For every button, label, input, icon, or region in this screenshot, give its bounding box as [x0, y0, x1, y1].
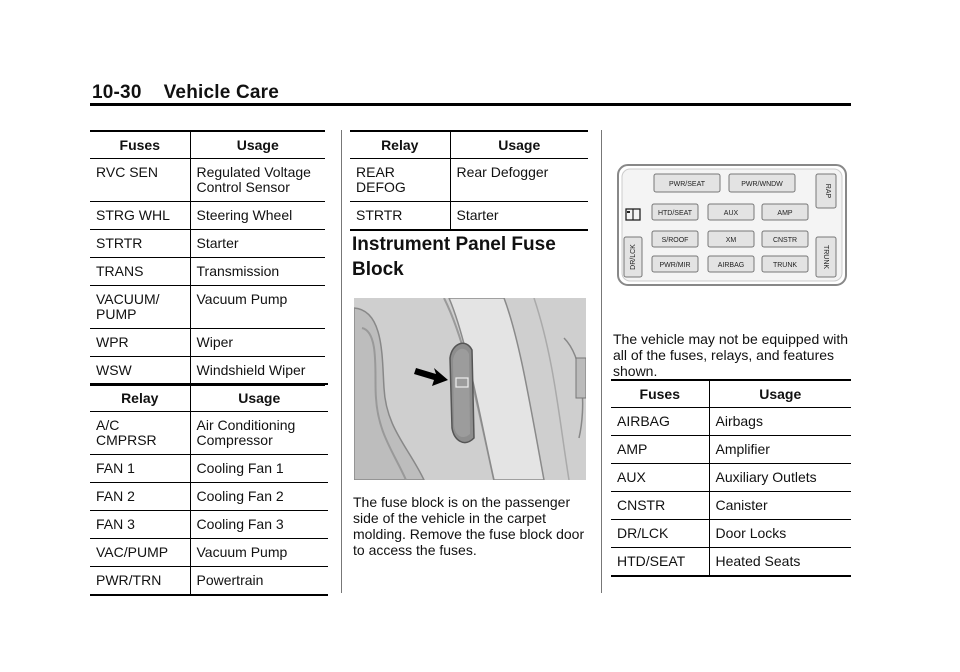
table-row: [611, 436, 851, 464]
col-header: Fuses: [611, 380, 709, 408]
fuse-name: HTD/SEAT: [611, 548, 709, 577]
location-description: The fuse block is on the passenger side of the vehicle in the carpet molding. Remove the fuse block door to access the fuses.: [353, 494, 585, 558]
table-row: [611, 464, 851, 492]
col-header: Relay: [350, 131, 450, 159]
fuses-table-1: [90, 130, 325, 386]
label-dr-lck: DR/LCK: [630, 244, 637, 270]
label-aux: AUX: [723, 210, 739, 217]
relay-usage: Cooling Fan 2: [190, 483, 328, 511]
label-pwr-wndw: PWR/WNDW: [741, 181, 783, 188]
section-heading: Instrument Panel Fuse Block: [352, 234, 556, 280]
relay-name: REAR DEFOG: [350, 159, 450, 202]
table-row: [90, 455, 328, 483]
fuse-usage: Wiper: [190, 329, 325, 357]
col-header: Usage: [190, 131, 325, 159]
fuse-block-location-illustration: [354, 298, 586, 480]
table-row: [90, 286, 325, 329]
fuse-name: STRG WHL: [90, 202, 190, 230]
fuse-name: AMP: [611, 436, 709, 464]
table-row: [90, 412, 328, 455]
table-row: [90, 258, 325, 286]
col-header: Usage: [709, 380, 851, 408]
relay-table-1: [90, 383, 328, 596]
relay-name: PWR/TRN: [90, 567, 190, 596]
header-rule: [90, 103, 851, 106]
fuse-name: STRTR: [90, 230, 190, 258]
label-pwr-mir: PWR/MIR: [659, 262, 691, 269]
relay-table-2: [350, 130, 588, 231]
table-row: [611, 548, 851, 577]
table-row: [90, 539, 328, 567]
fuse-usage: Vacuum Pump: [190, 286, 325, 329]
relay-name: FAN 3: [90, 511, 190, 539]
col-header: Usage: [190, 384, 328, 412]
relay-usage: Cooling Fan 1: [190, 455, 328, 483]
relay-name: A/C CMPRSR: [90, 412, 190, 455]
table-row: [90, 329, 325, 357]
label-htd-seat: HTD/SEAT: [657, 210, 693, 217]
relay-usage: Air Conditioning Compressor: [190, 412, 328, 455]
table-row: [90, 511, 328, 539]
table-row: [90, 567, 328, 596]
table-row: [90, 357, 325, 386]
fuse-usage: Regulated Voltage Control Sensor: [190, 159, 325, 202]
label-amp: AMP: [777, 210, 793, 217]
col-header: Relay: [90, 384, 190, 412]
page-number: 10-30: [92, 82, 142, 103]
fuse-name: TRANS: [90, 258, 190, 286]
fuse-usage: Airbags: [709, 408, 851, 436]
fuse-usage: Door Locks: [709, 520, 851, 548]
label-cnstr: CNSTR: [772, 237, 798, 244]
fuse-name: WPR: [90, 329, 190, 357]
table-row: [611, 520, 851, 548]
fuse-name: RVC SEN: [90, 159, 190, 202]
fuse-usage: Amplifier: [709, 436, 851, 464]
fuse-usage: Steering Wheel: [190, 202, 325, 230]
label-rap: RAP: [824, 183, 831, 199]
label-s-roof: S/ROOF: [661, 237, 689, 244]
table-row: [90, 483, 328, 511]
relay-usage: Vacuum Pump: [190, 539, 328, 567]
relay-name: STRTR: [350, 202, 450, 231]
relay-usage: Powertrain: [190, 567, 328, 596]
label-pwr-seat: PWR/SEAT: [668, 181, 706, 188]
fuse-usage: Transmission: [190, 258, 325, 286]
label-xm: XM: [725, 237, 737, 244]
label-trunk-fuse: TRUNK: [772, 262, 798, 269]
fuse-usage: Windshield Wiper: [190, 357, 325, 386]
fuses-table-2: [611, 379, 851, 577]
col-header: Fuses: [90, 131, 190, 159]
col-header: Usage: [450, 131, 588, 159]
table-row: [611, 408, 851, 436]
table-row: [90, 159, 325, 202]
section-title: Vehicle Care: [163, 82, 280, 103]
table-row: [90, 230, 325, 258]
fuse-usage: Heated Seats: [709, 548, 851, 577]
label-airbag: AIRBAG: [717, 262, 745, 269]
column-divider-2: [601, 130, 602, 593]
relay-usage: Cooling Fan 3: [190, 511, 328, 539]
fuse-usage: Starter: [190, 230, 325, 258]
fuse-block-location-svg: [354, 298, 586, 480]
equipment-note: The vehicle may not be equipped with all of the fuses, relays, and features shown.: [613, 331, 849, 379]
table-row: [611, 492, 851, 520]
relay-name: FAN 1: [90, 455, 190, 483]
relay-usage: Starter: [450, 202, 588, 231]
table-row: [350, 202, 588, 231]
relay-usage: Rear Defogger: [450, 159, 588, 202]
fuse-block-diagram: [616, 163, 848, 287]
fuse-name: CNSTR: [611, 492, 709, 520]
page-header: [92, 82, 279, 104]
column-divider-1: [341, 130, 342, 593]
fuse-usage: Canister: [709, 492, 851, 520]
fuse-name: WSW: [90, 357, 190, 386]
table-row: [350, 159, 588, 202]
fuse-name: AIRBAG: [611, 408, 709, 436]
table-row: [90, 202, 325, 230]
fuse-block-diagram-svg: [616, 163, 848, 287]
fuse-name: AUX: [611, 464, 709, 492]
fuse-usage: Auxiliary Outlets: [709, 464, 851, 492]
relay-name: VAC/PUMP: [90, 539, 190, 567]
fuse-name: DR/LCK: [611, 520, 709, 548]
label-trunk-relay: TRUNK: [822, 244, 829, 270]
relay-name: FAN 2: [90, 483, 190, 511]
fuse-name: VACUUM/ PUMP: [90, 286, 190, 329]
